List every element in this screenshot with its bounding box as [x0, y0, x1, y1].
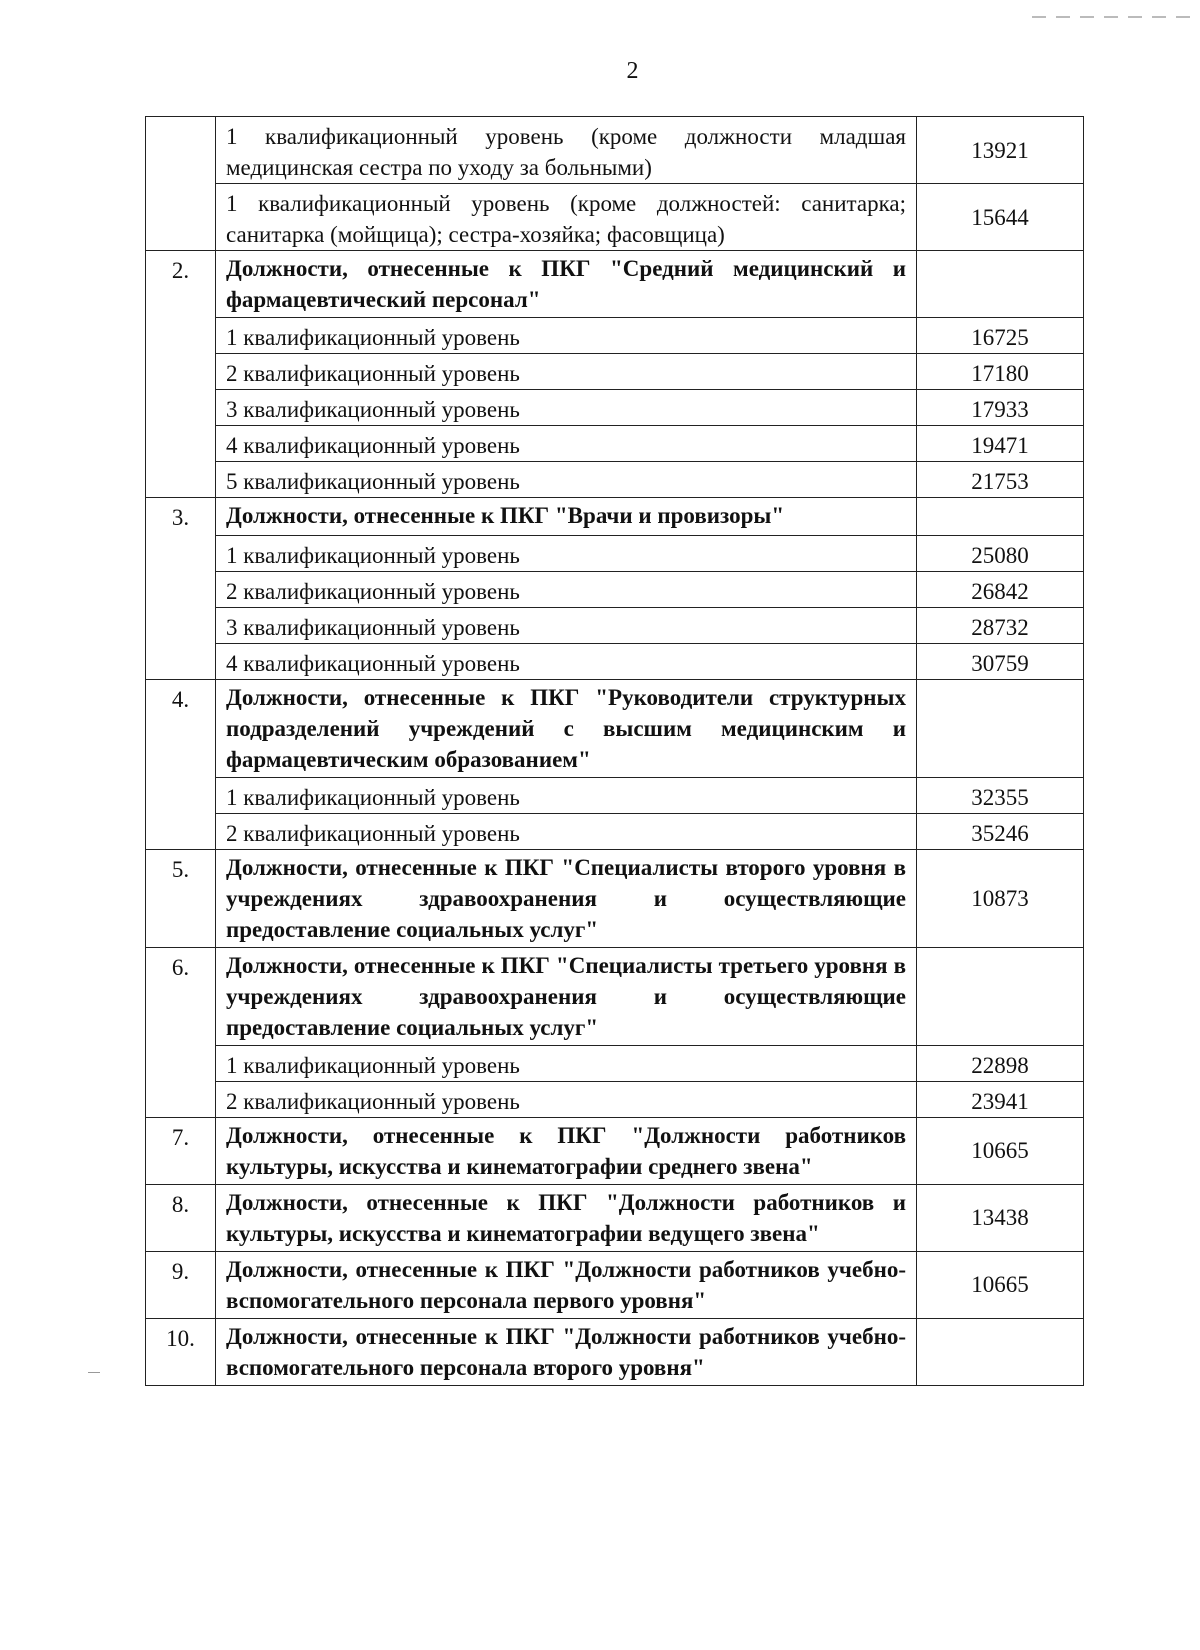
- level-label: 2 квалификационный уровень: [216, 354, 917, 390]
- group-row: [146, 1318, 1084, 1385]
- salary-value: 32355: [917, 777, 1084, 813]
- row-number: 4.: [146, 679, 216, 777]
- salary-value: 13438: [917, 1184, 1084, 1251]
- level-label: 4 квалификационный уровень: [216, 426, 917, 462]
- group-title: Должности, отнесенные к ПКГ "Специалисты третьего уровня в учреждениях здравоохранения и осуществляющие предоставление социальных услуг": [216, 947, 917, 1045]
- group-title: Должности, отнесенные к ПКГ "Врачи и провизоры": [216, 498, 917, 536]
- level-row: [146, 354, 1084, 390]
- row-number: [146, 184, 216, 251]
- row-number: [146, 354, 216, 390]
- level-label: 2 квалификационный уровень: [216, 1081, 917, 1117]
- row-number: 6.: [146, 947, 216, 1045]
- group-title: Должности, отнесенные к ПКГ "Должности работников учебно-вспомогательного персонала первого уровня": [216, 1251, 917, 1318]
- level-row: [146, 535, 1084, 571]
- level-row: [146, 318, 1084, 354]
- salary-value: [917, 498, 1084, 536]
- salary-value: [917, 1318, 1084, 1385]
- group-title: Должности, отнесенные к ПКГ "Средний медицинский и фармацевтический персонал": [216, 251, 917, 318]
- salary-value: 10665: [917, 1251, 1084, 1318]
- group-title: Должности, отнесенные к ПКГ "Должности работников и культуры, искусства и кинематографии ведущего звена": [216, 1184, 917, 1251]
- salary-value: 15644: [917, 184, 1084, 251]
- level-row: [146, 607, 1084, 643]
- group-row: [146, 1117, 1084, 1184]
- salary-value: [917, 251, 1084, 318]
- salary-value: [917, 679, 1084, 777]
- salary-value: 25080: [917, 535, 1084, 571]
- level-row: [146, 813, 1084, 849]
- level-row: [146, 426, 1084, 462]
- salary-value: 19471: [917, 426, 1084, 462]
- level-row: [146, 390, 1084, 426]
- row-number: [146, 462, 216, 498]
- salary-value: 22898: [917, 1045, 1084, 1081]
- level-label: 1 квалификационный уровень: [216, 535, 917, 571]
- level-label: 3 квалификационный уровень: [216, 390, 917, 426]
- row-number: [146, 571, 216, 607]
- level-label: 2 квалификационный уровень: [216, 571, 917, 607]
- row-number: [146, 390, 216, 426]
- row-number: [146, 1045, 216, 1081]
- salary-value: 10873: [917, 849, 1084, 947]
- level-row: [146, 1045, 1084, 1081]
- page-number: 2: [626, 58, 639, 84]
- salary-value: [917, 947, 1084, 1045]
- salary-value: 23941: [917, 1081, 1084, 1117]
- row-number: [146, 117, 216, 184]
- row-number: [146, 607, 216, 643]
- level-label: 4 квалификационный уровень: [216, 643, 917, 679]
- level-label: 3 квалификационный уровень: [216, 607, 917, 643]
- row-number: [146, 1081, 216, 1117]
- scan-artifact: [1032, 16, 1192, 18]
- salary-value: 21753: [917, 462, 1084, 498]
- salary-value: 17933: [917, 390, 1084, 426]
- group-title: Должности, отнесенные к ПКГ "Специалисты второго уровня в учреждениях здравоохранения и осуществляющие предоставление социальных услуг": [216, 849, 917, 947]
- row-number: [146, 643, 216, 679]
- salary-value: 13921: [917, 117, 1084, 184]
- row-number: 3.: [146, 498, 216, 536]
- level-label: 1 квалификационный уровень: [216, 777, 917, 813]
- level-row: [146, 643, 1084, 679]
- level-label: 1 квалификационный уровень: [216, 318, 917, 354]
- row-number: 7.: [146, 1117, 216, 1184]
- level-row: [146, 462, 1084, 498]
- margin-mark: [88, 1372, 100, 1373]
- group-row: [146, 679, 1084, 777]
- level-label: 1 квалификационный уровень: [216, 1045, 917, 1081]
- row-number: 5.: [146, 849, 216, 947]
- table-body: [146, 117, 1084, 1386]
- group-row: [146, 1184, 1084, 1251]
- group-row: [146, 498, 1084, 536]
- group-title: Должности, отнесенные к ПКГ "Руководители структурных подразделений учреждений с высшим медицинским и фармацевтическим образованием": [216, 679, 917, 777]
- row-number: 10.: [146, 1318, 216, 1385]
- salary-value: 16725: [917, 318, 1084, 354]
- salary-value: 10665: [917, 1117, 1084, 1184]
- level-label: 1 квалификационный уровень (кроме должности младшая медицинская сестра по уходу за больными): [216, 117, 917, 184]
- row-number: [146, 535, 216, 571]
- salary-table: [145, 116, 1084, 1386]
- level-row: [146, 184, 1084, 251]
- level-row: [146, 117, 1084, 184]
- group-row: [146, 947, 1084, 1045]
- level-label: 2 квалификационный уровень: [216, 813, 917, 849]
- row-number: [146, 813, 216, 849]
- group-title: Должности, отнесенные к ПКГ "Должности работников культуры, искусства и кинематографии среднего звена": [216, 1117, 917, 1184]
- level-label: 1 квалификационный уровень (кроме должностей: санитарка; санитарка (мойщица); сестра-хозяйка; фасовщица): [216, 184, 917, 251]
- salary-value: 30759: [917, 643, 1084, 679]
- level-row: [146, 571, 1084, 607]
- row-number: [146, 318, 216, 354]
- row-number: 2.: [146, 251, 216, 318]
- salary-value: 26842: [917, 571, 1084, 607]
- salary-value: 17180: [917, 354, 1084, 390]
- salary-value: 35246: [917, 813, 1084, 849]
- level-row: [146, 1081, 1084, 1117]
- level-label: 5 квалификационный уровень: [216, 462, 917, 498]
- group-row: [146, 251, 1084, 318]
- group-title: Должности, отнесенные к ПКГ "Должности работников учебно-вспомогательного персонала второго уровня": [216, 1318, 917, 1385]
- row-number: 9.: [146, 1251, 216, 1318]
- salary-value: 28732: [917, 607, 1084, 643]
- row-number: 8.: [146, 1184, 216, 1251]
- row-number: [146, 426, 216, 462]
- group-row: [146, 849, 1084, 947]
- row-number: [146, 777, 216, 813]
- group-row: [146, 1251, 1084, 1318]
- level-row: [146, 777, 1084, 813]
